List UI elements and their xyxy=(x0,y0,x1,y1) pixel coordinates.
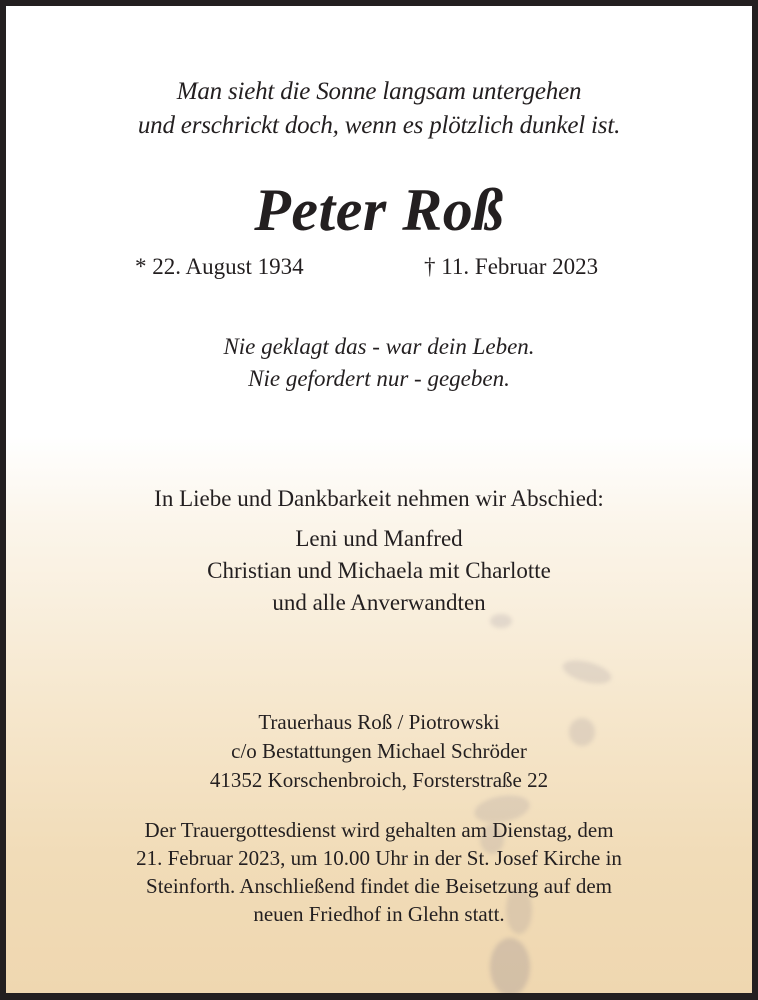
mourner-line: Christian und Michaela mit Charlotte xyxy=(207,558,551,583)
motto-line-2: und erschrickt doch, wenn es plötzlich dunkel ist. xyxy=(137,112,621,139)
service-line: Der Trauergottesdienst wird gehalten am Dienstag, dem xyxy=(144,818,614,842)
deceased-name: Peter Roß xyxy=(254,177,504,243)
quote-line-1: Nie geklagt das - war dein Leben. xyxy=(223,334,535,359)
quote-line-2: Nie gefordert nur - gegeben. xyxy=(248,366,510,391)
mourner-line: und alle Anverwandten xyxy=(272,590,486,615)
motto-line-1: Man sieht die Sonne langsam untergehen xyxy=(176,78,582,105)
service-line: Steinforth. Anschließend findet die Beisetzung auf dem xyxy=(146,874,612,898)
address-line-3: 41352 Korschenbroich, Forsterstraße 22 xyxy=(209,768,549,792)
birth-date: * 22. August 1934 xyxy=(135,254,304,279)
service-line: neuen Friedhof in Glehn statt. xyxy=(253,902,505,926)
address-line-1: Trauerhaus Roß / Piotrowski xyxy=(258,710,500,734)
obituary-card xyxy=(6,6,752,993)
mourner-line: Leni und Manfred xyxy=(295,526,463,551)
death-date: † 11. Februar 2023 xyxy=(424,254,599,279)
farewell-intro: In Liebe und Dankbarkeit nehmen wir Abschied: xyxy=(154,486,604,511)
service-line: 21. Februar 2023, um 10.00 Uhr in der St. Josef Kirche in xyxy=(136,846,622,870)
address-line-2: c/o Bestattungen Michael Schröder xyxy=(231,739,527,763)
